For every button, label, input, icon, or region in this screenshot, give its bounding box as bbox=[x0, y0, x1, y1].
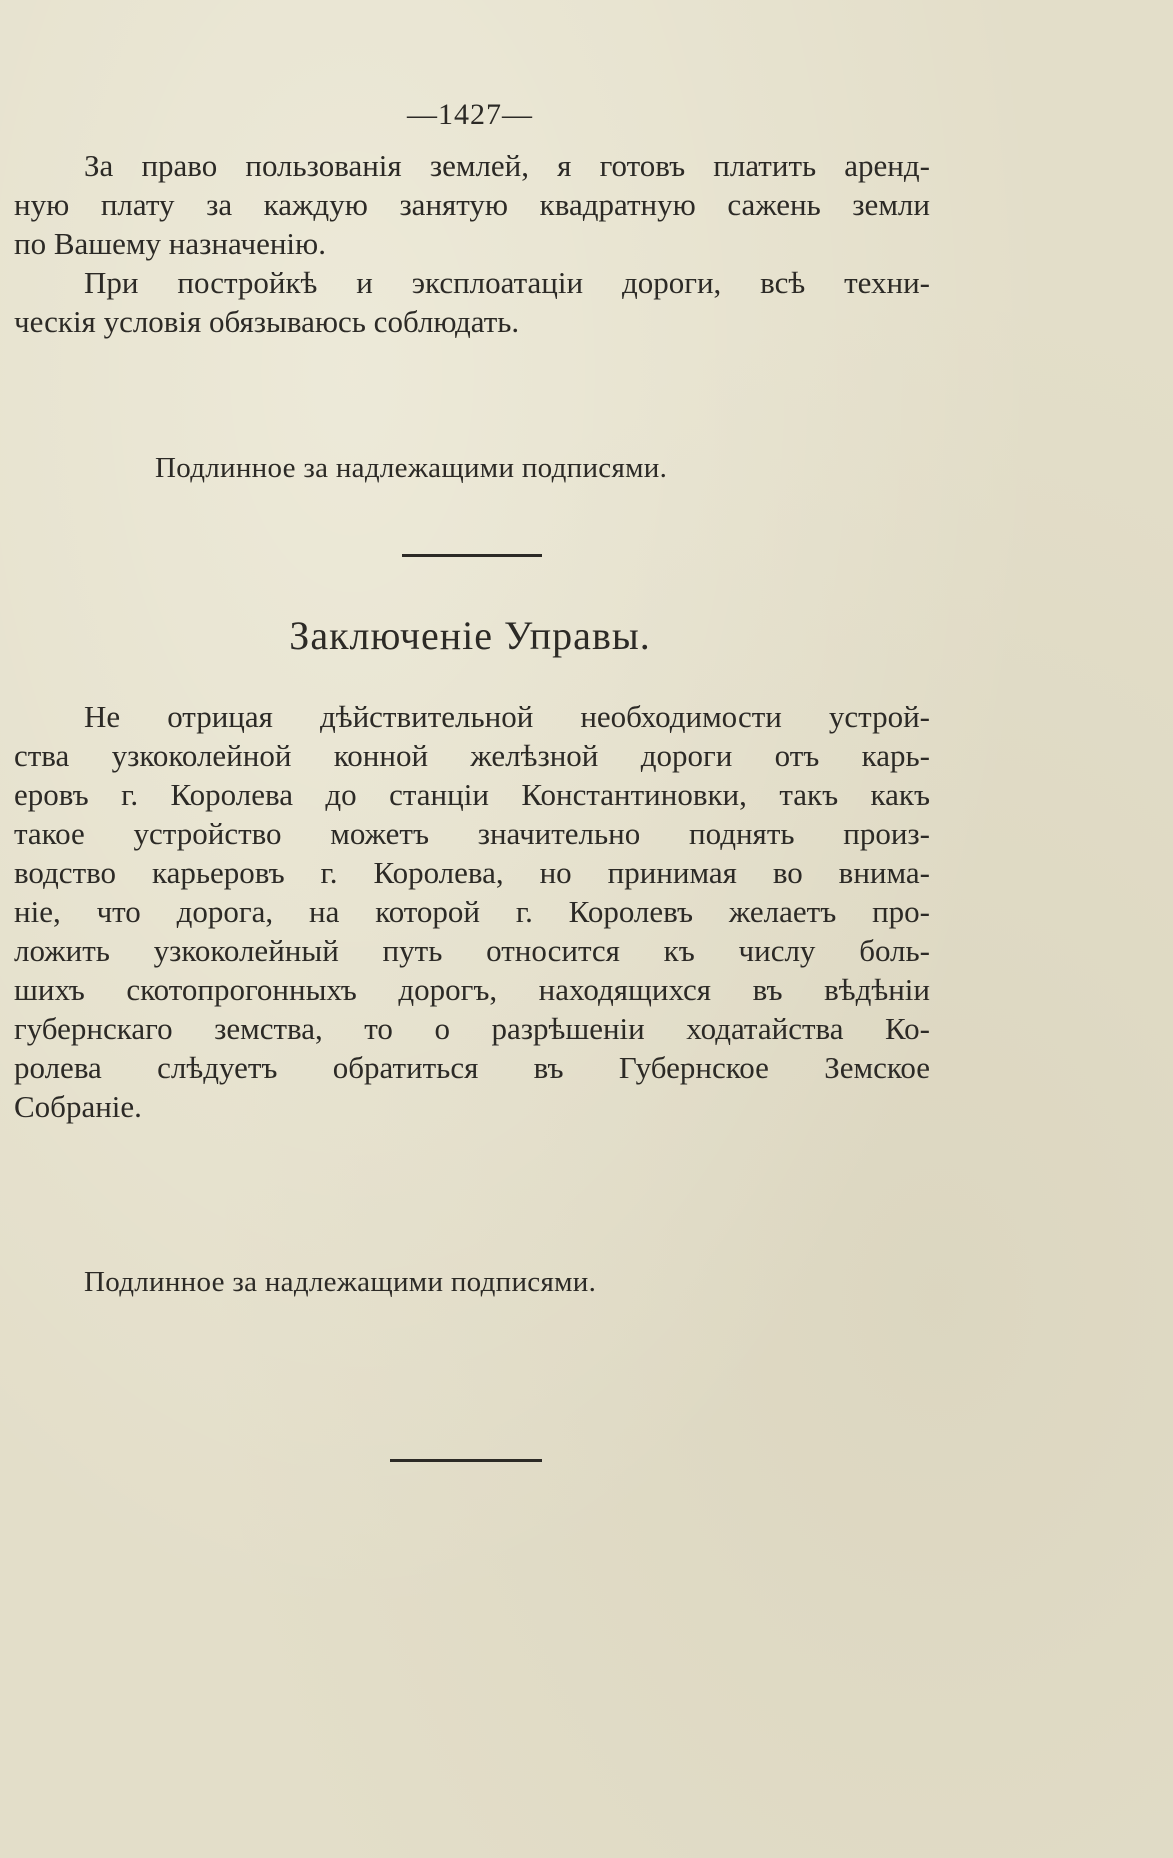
paragraph-2 bbox=[14, 263, 930, 341]
signature-note-2: Подлинное за надлежащими подписями. bbox=[84, 1266, 597, 1298]
paragraph-3-line: ролева слѣдуетъ обратиться въ Губернское Земское bbox=[14, 1050, 930, 1085]
paragraph-3-line: Не отрицая дѣйствительной необходимости устрой- bbox=[84, 699, 930, 734]
section-heading: Заключеніе Управы. bbox=[289, 613, 651, 658]
paragraph-1-line: За право пользованія землей, я готовъ платить аренд- bbox=[84, 148, 930, 183]
paragraph-3-line: ніе, что дорога, на которой г. Королевъ желаетъ про- bbox=[14, 894, 930, 929]
paragraph-1-line: по Вашему назначенію. bbox=[14, 226, 326, 261]
paragraph-2-line: При постройкѣ и эксплоатаціи дороги, всѣ техни- bbox=[84, 265, 930, 300]
paragraph-3-line: водство карьеровъ г. Королева, но принимая во внима- bbox=[14, 855, 930, 890]
paragraph-3-line: ства узкоколейной конной желѣзной дороги отъ карь- bbox=[14, 738, 930, 773]
paragraph-3 bbox=[14, 697, 930, 1126]
page-number: —1427— bbox=[407, 98, 533, 131]
paragraph-3-line: шихъ скотопрогонныхъ дорогъ, находящихся въ вѣдѣніи bbox=[14, 972, 930, 1007]
paragraph-1 bbox=[14, 146, 930, 263]
paragraph-3-line: еровъ г. Королева до станціи Константиновки, такъ какъ bbox=[14, 777, 930, 812]
paragraph-3-line: губернскаго земства, то о разрѣшеніи ходатайства Ко- bbox=[14, 1011, 930, 1046]
paragraph-3-line: Собраніе. bbox=[14, 1089, 142, 1124]
section-divider bbox=[402, 554, 542, 557]
paragraph-2-line: ческія условія обязываюсь соблюдать. bbox=[14, 304, 520, 339]
paragraph-3-line: ложить узкоколейный путь относится къ числу боль- bbox=[14, 933, 930, 968]
signature-note-1: Подлинное за надлежащими подписями. bbox=[155, 452, 668, 484]
paragraph-1-line: ную плату за каждую занятую квадратную сажень земли bbox=[14, 187, 930, 222]
closing-divider bbox=[390, 1459, 542, 1462]
paragraph-3-line: такое устройство можетъ значительно поднять произ- bbox=[14, 816, 930, 851]
